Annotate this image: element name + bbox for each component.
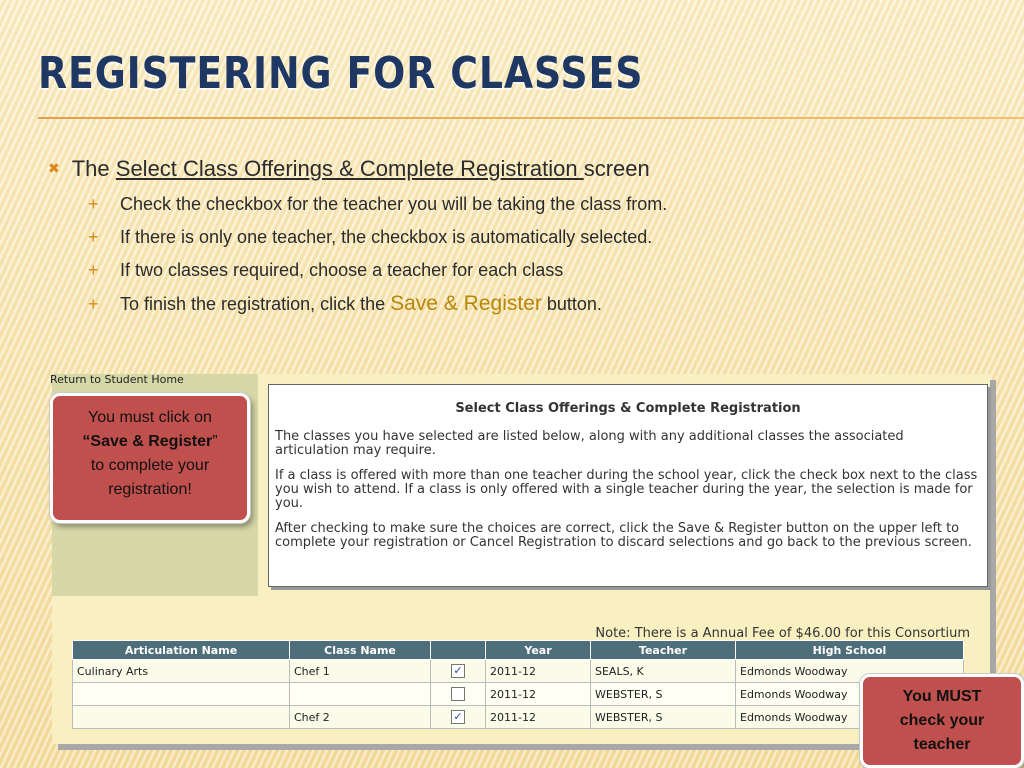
teacher-checkbox[interactable]: ✓: [451, 664, 465, 678]
check-teacher-callout: You MUST check your teacher: [860, 674, 1024, 768]
instructions-paragraph: If a class is offered with more than one teacher during the school year, click the check box next to the class you wish to attend. If a class is only offered with a single teacher during the year, the selection is made for you.: [275, 468, 978, 511]
plus-bullet-icon: +: [88, 294, 99, 314]
title-divider: [38, 117, 1024, 119]
save-register-callout: You must click on “Save & Register” to complete your registration!: [50, 393, 250, 523]
plus-bullet-icon: +: [88, 194, 99, 214]
bullet-main: ✖ The Select Class Offerings & Complete Registration screen: [48, 156, 650, 181]
col-high-school: High School: [736, 641, 964, 660]
instructions-title: Select Class Offerings & Complete Registration: [455, 401, 801, 416]
class-offerings-table: [72, 640, 964, 729]
slide-title: REGISTERING FOR CLASSES: [38, 48, 644, 99]
plus-bullet-icon: +: [88, 227, 99, 247]
sub-bullet: + To finish the registration, click the Save & Register button.: [88, 292, 602, 315]
table-row: Culinary Arts Chef 1 ✓ 2011-12 SEALS, K Edmonds Woodway: [73, 660, 964, 683]
col-class-name: Class Name: [290, 641, 431, 660]
instructions-paragraph: The classes you have selected are listed below, along with any additional classes the associated articulation may require.: [275, 429, 904, 458]
table-row: Chef 2 ✓ 2011-12 WEBSTER, S Edmonds Woodway: [73, 706, 964, 729]
return-to-student-home-link[interactable]: Return to Student Home: [50, 373, 184, 386]
sub-bullet: + If there is only one teacher, the checkbox is automatically selected.: [88, 227, 653, 247]
table-row: 2011-12 WEBSTER, S Edmonds Woodway: [73, 683, 964, 706]
save-register-highlight: Save & Register: [390, 292, 542, 315]
fee-note: Note: There is a Annual Fee of $46.00 for this Consortium: [595, 626, 970, 641]
teacher-checkbox[interactable]: [451, 687, 465, 701]
screen-name: Select Class Offerings & Complete Registration: [115, 156, 584, 181]
col-teacher: Teacher: [591, 641, 736, 660]
plus-bullet-icon: +: [88, 260, 99, 280]
col-year: Year: [486, 641, 591, 660]
teacher-checkbox[interactable]: ✓: [451, 710, 465, 724]
instructions-paragraph: After checking to make sure the choices are correct, click the Save & Register button on the upper left to complete your registration or Cancel Registration to discard selections and go back to the previous screen.: [275, 521, 972, 550]
x-bullet-icon: ✖: [48, 160, 60, 176]
table-header-row: [73, 641, 964, 660]
instructions-box: [268, 384, 988, 587]
col-articulation-name: Articulation Name: [73, 641, 290, 660]
sub-bullet: + Check the checkbox for the teacher you will be taking the class from.: [88, 194, 668, 214]
sub-bullet: + If two classes required, choose a teacher for each class: [88, 260, 564, 280]
col-select: [431, 641, 486, 660]
